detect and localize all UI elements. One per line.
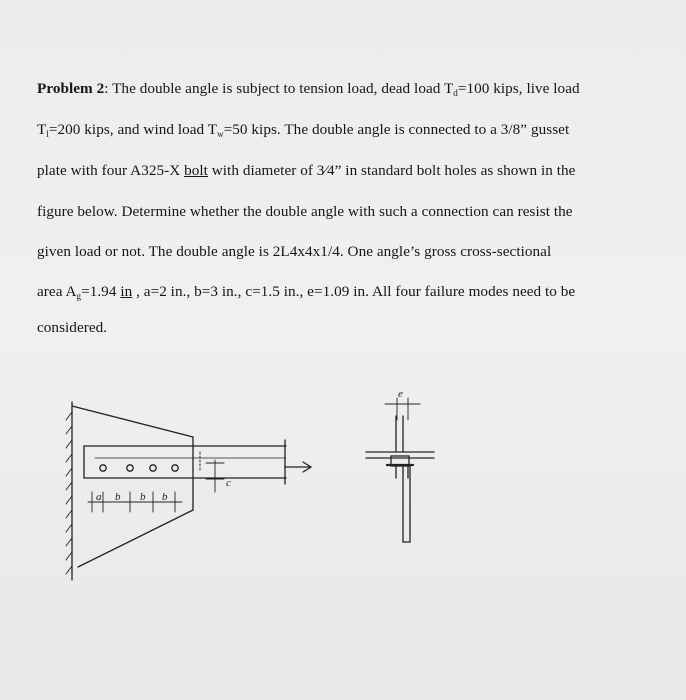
dim-label-c: c <box>226 477 231 489</box>
dim-label-e: e <box>398 388 403 400</box>
dim-label-b3: b <box>162 491 168 503</box>
problem-line-3: plate with four A325-X bolt with diameter of 3⁄4” in standard bolt holes as shown in the <box>37 162 576 179</box>
problem-label: Problem 2 <box>37 80 105 97</box>
problem-line-5: given load or not. The double angle is 2L4x4x1/4. One angle’s gross cross-sectional <box>37 243 552 260</box>
dim-label-a: a <box>96 491 102 503</box>
bolt-hole <box>127 465 133 471</box>
dim-label-b1: b <box>115 491 121 503</box>
problem-line-7: considered. <box>37 319 108 336</box>
problem-line-6: area $A_g=1.94$ in , a=2 in., b=3 in., c=1.5 in., e=1.09 in. All four failure modes need to be <box>37 283 576 301</box>
problem-line-2: $T_l=200$ kips, and wind load $T_w=50$ kips. The double angle is connected to a 3/8” gusset <box>37 121 570 139</box>
problem-line-4: figure below. Determine whether the double angle with such a connection can resist the <box>37 203 573 220</box>
wall-hatching <box>66 412 72 574</box>
bolt-hole <box>172 465 178 471</box>
problem-line-1: Problem 2: The double angle is subject to tension load, dead load $T_d=100$ kips, live load <box>37 80 580 98</box>
bolt-hole <box>100 465 106 471</box>
gusset-top-edge <box>72 406 193 437</box>
dim-label-b2: b <box>140 491 146 503</box>
gusset-bottom-edge <box>78 510 193 567</box>
bolt-hole <box>150 465 156 471</box>
